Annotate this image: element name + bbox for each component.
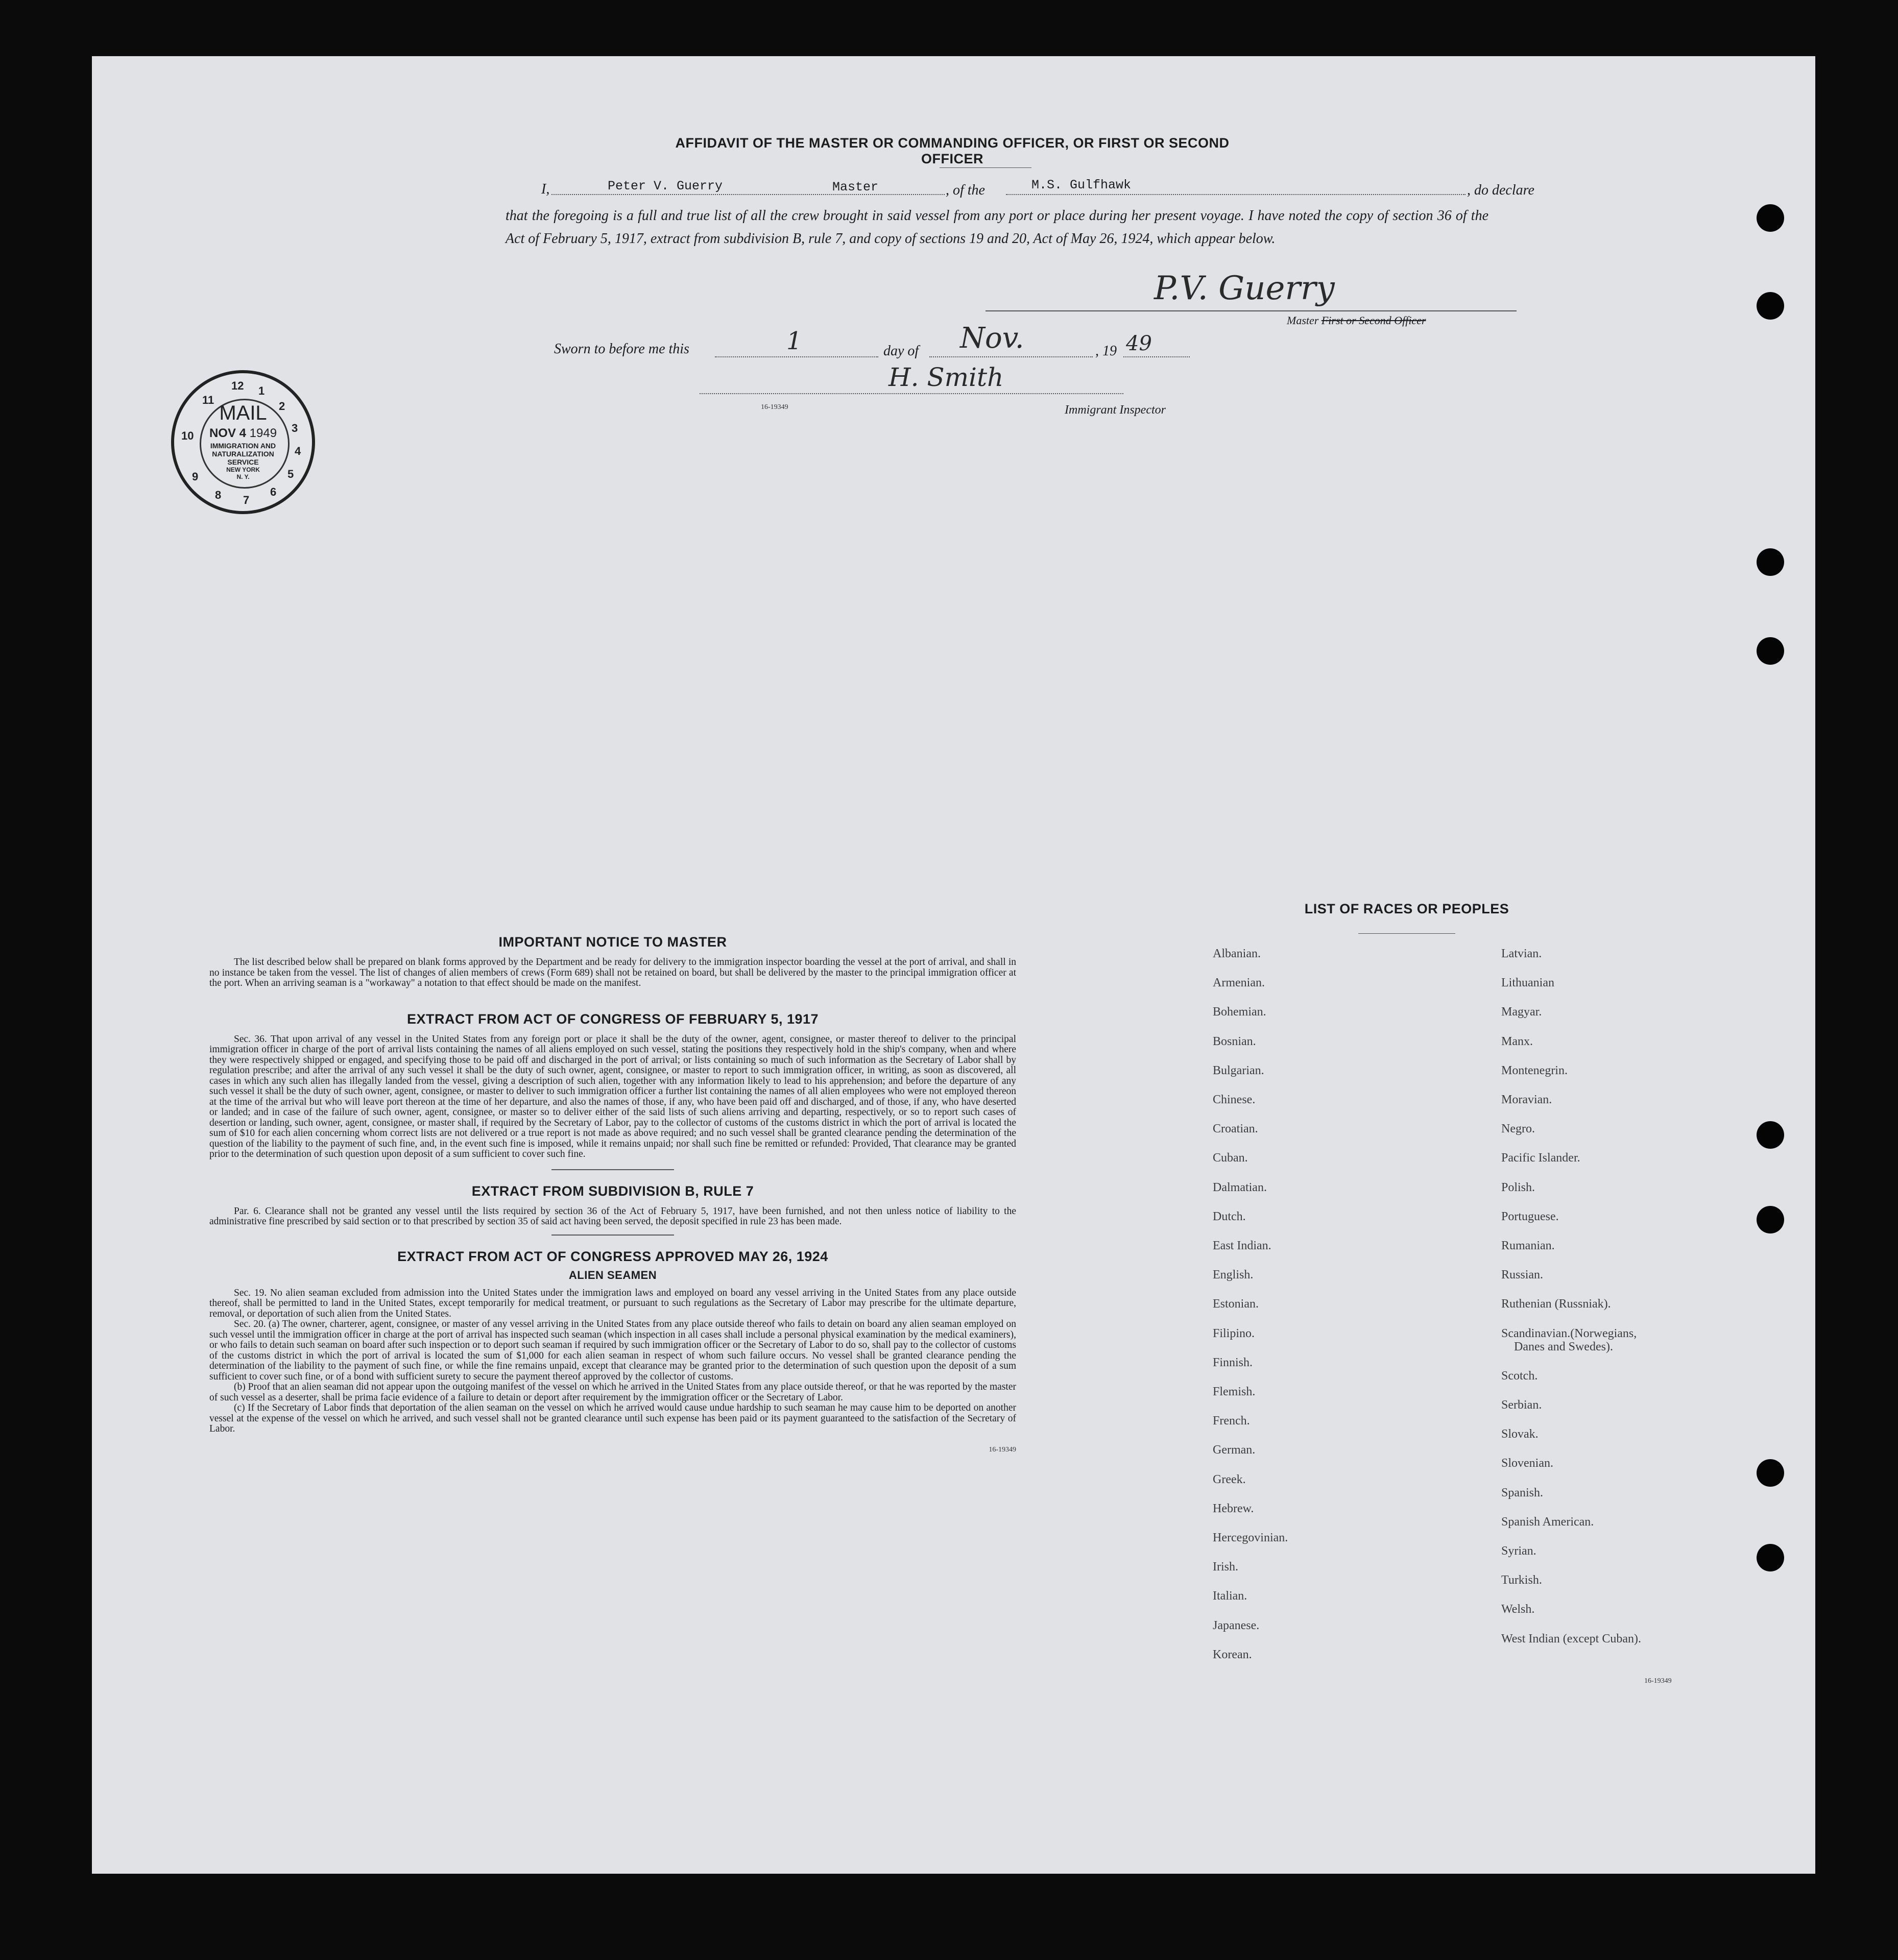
- race-item: Dalmatian.: [1213, 1180, 1267, 1194]
- race-item: Spanish.: [1501, 1486, 1544, 1499]
- race-item: Moravian.: [1501, 1093, 1552, 1106]
- inspector-line: [700, 393, 1123, 394]
- race-item: English.: [1213, 1268, 1254, 1282]
- race-item: Bohemian.: [1213, 1005, 1266, 1019]
- binder-hole: [1757, 1121, 1784, 1149]
- stamp-num-12: 12: [231, 379, 244, 392]
- race-item: Dutch.: [1213, 1209, 1246, 1223]
- affidavit-title: AFFIDAVIT OF THE MASTER OR COMMANDING OFFICER, OR FIRST OR SECOND OFFICER: [675, 135, 1230, 166]
- race-item: West Indian (except Cuban).: [1501, 1632, 1641, 1646]
- sworn-day: 1: [786, 327, 802, 355]
- stamp-date: [174, 426, 312, 441]
- extract1917-text: Sec. 36. That upon arrival of any vessel in the United States from any foreign port or place it shall be the duty of the owner, agent, consignee, or master thereof to deliver to the principal immigration officer in charge of the port of arrival lists containing the names of all aliens employed on such vessel, stating the positions they respectively hold in the ship's company, when and where they were respectively shipped or engaged, and specifying those to be paid off and discharged in the port of arrival; or lists containing so much of such information as the Secretary of Labor shall by regulation prescribe; and after the arrival of any such vessel it shall be the duty of such owner, agent, consignee, or master to report to such immigration officer, in writing, as soon as discovered, all cases in which any such alien has illegally landed from the vessel, giving a description of such alien, together with any information likely to lead to his apprehension; and before the departure of any such vessel it shall be the duty of such owner, agent, consignee, or master to deliver to such immigration officer a further list containing the names of all alien employees who were not employed thereon at the time of the arrival but who will leave port thereon at the time of her departure, and also the names of those, if any, who have been paid off and discharged, and of those, if any, who have deserted or landed; and in case of the failure of such owner, agent, consignee, or master so to deliver either of the said lists of such aliens arriving and departing, respectively, or so to report such cases of desertion or landing, such owner, agent, consignee, or master shall, if required by the Secretary of Labor, pay to the collector of customs of the customs district in which the port of arrival is located the sum of $10 for each alien concerning whom correct lists are not delivered or a true report is not made as above required; and no such vessel shall be granted clearance pending the determination of the question of the liability to the payment of such fine, and, in the event such fine is imposed, while it remains unpaid; nor shall such fine be remitted or refunded: Provided, That clearance may be granted prior to the determination of such question upon deposit of a sum sufficient to cover such fine.: [209, 1033, 1016, 1159]
- race-item: Lithuanian: [1501, 976, 1554, 990]
- affidavit-body: that the foregoing is a full and true list of all the crew brought in said vessel from any port or place during her present voyage. I have noted the copy of section 36 of the Act of February 5, 1917, extract from subdivision B, rule 7, and copy of sections 19 and 20, Act of May 26, 1924, which appear below.: [506, 208, 1488, 247]
- binder-hole: [1757, 548, 1784, 576]
- stamp-num-1: 1: [258, 384, 265, 397]
- stamp-line5: N. Y.: [236, 473, 250, 480]
- stamp-line4: NEW YORK: [226, 466, 260, 473]
- race-item: Chinese.: [1213, 1093, 1256, 1106]
- race-item: Armenian.: [1213, 976, 1265, 990]
- race-item: Polish.: [1501, 1180, 1535, 1194]
- race-item: Manx.: [1501, 1034, 1533, 1048]
- stamp-num-4: 4: [295, 445, 301, 457]
- divider-2: [551, 1235, 674, 1236]
- race-item: East Indian.: [1213, 1239, 1271, 1252]
- binder-hole: [1757, 637, 1784, 665]
- i-label: I,: [541, 181, 550, 197]
- race-item: Magyar.: [1501, 1005, 1542, 1019]
- stamp-date-day: 4: [239, 426, 246, 440]
- race-item: Albanian.: [1213, 947, 1261, 960]
- stamp-line3: SERVICE: [227, 458, 259, 466]
- race-item: Korean.: [1213, 1648, 1252, 1661]
- divider-1: [551, 1169, 674, 1170]
- legal-column: [209, 934, 1016, 1454]
- race-item: French.: [1213, 1414, 1250, 1428]
- signature-caption: [1287, 314, 1426, 327]
- rule7-text: Par. 6. Clearance shall not be granted any vessel until the lists required by section 36 of the Act of February 5, 1917, have been furnished, and not then unless notice of liability to the administrative fine prescribed by said section or to that prescribed by section 35 of said act having been served, the deposit specified in rule 23 has been made.: [209, 1205, 1016, 1227]
- extract1924-title: EXTRACT FROM ACT OF CONGRESS APPROVED MAY 26, 1924: [397, 1248, 828, 1264]
- sec20a-text: Sec. 20. (a) The owner, charterer, agent, consignee, or master of any vessel arriving in the United States from any place outside thereof who fails to detain on board any alien seaman employed on such vessel until the immigration officer in charge at the port of arrival has inspected such seaman (which inspection in all cases shall include a personal physical examination by the medical examiners), or who fails to detain such seaman on board after such inspection or to deport such seaman if required by such immigration officer or the Secretary of Labor to do so, shall pay to the collector of customs of the customs district in which the port of arrival is located the sum of $1,000 for each alien seaman in respect of whom such failure occurs. No vessel shall be granted clearance pending the determination of the liability to the payment of such fine, or while the fine remains unpaid, except that clearance may be granted prior to the determination of such question upon the deposit of a sum sufficient to cover such fine, or of a bond with sufficient surety to secure the payment thereof approved by the collector of customs.: [209, 1319, 1016, 1382]
- race-item: German.: [1213, 1443, 1256, 1457]
- race-item: Japanese.: [1213, 1618, 1260, 1632]
- races-title-rule: [1358, 933, 1455, 934]
- race-item: Bosnian.: [1213, 1034, 1256, 1048]
- race-item: Cuban.: [1213, 1151, 1248, 1165]
- extract1924-subtitle: ALIEN SEAMEN: [568, 1268, 657, 1281]
- stamp-line1: IMMIGRATION AND: [210, 442, 276, 450]
- races-title: LIST OF RACES OR PEOPLES: [1304, 901, 1509, 916]
- race-item: Bulgarian.: [1213, 1063, 1264, 1077]
- stamp-num-7: 7: [243, 494, 250, 506]
- race-item: Negro.: [1501, 1122, 1535, 1136]
- title-rule: [940, 167, 1031, 168]
- binder-hole: [1757, 1206, 1784, 1233]
- race-item: Greek.: [1213, 1472, 1246, 1486]
- race-item: Danes and Swedes).: [1514, 1340, 1613, 1353]
- sworn-label: Sworn to before me this: [554, 341, 689, 357]
- race-item: Scotch.: [1501, 1369, 1538, 1383]
- sworn-month: Nov.: [960, 322, 1024, 355]
- do-declare-label: , do declare: [1467, 182, 1534, 198]
- race-item: Rumanian.: [1501, 1239, 1555, 1252]
- year-line: [1123, 356, 1190, 357]
- race-item: Estonian.: [1213, 1297, 1259, 1311]
- binder-hole: [1757, 292, 1784, 320]
- race-item: Turkish.: [1501, 1574, 1542, 1587]
- year-prefix: , 19: [1095, 343, 1117, 359]
- stamp-num-9: 9: [192, 470, 199, 483]
- extract1917-title: EXTRACT FROM ACT OF CONGRESS OF FEBRUARY 5, 1917: [406, 1011, 819, 1027]
- inspector-label: Immigrant Inspector: [1065, 403, 1166, 417]
- inspector-signature: H. Smith: [888, 362, 1004, 392]
- master-name: Peter V. Guerry: [608, 179, 723, 193]
- race-item: Russian.: [1501, 1268, 1544, 1282]
- master-signature: P.V. Guerry: [1154, 270, 1335, 307]
- stamp-date-year: 1949: [249, 426, 277, 440]
- race-item: Serbian.: [1501, 1398, 1542, 1412]
- race-item: Montenegrin.: [1501, 1063, 1568, 1077]
- race-item: Italian.: [1213, 1589, 1247, 1603]
- affidavit-form-number: 16-19349: [761, 403, 788, 411]
- stamp-num-6: 6: [270, 486, 277, 498]
- race-item: Portuguese.: [1501, 1209, 1559, 1223]
- race-item: Spanish American.: [1501, 1515, 1594, 1529]
- of-the-label: , of the: [946, 182, 985, 198]
- binder-hole: [1757, 204, 1784, 232]
- name-field-line: [551, 194, 945, 195]
- sec19-text: Sec. 19. No alien seaman excluded from admission into the United States under the immigration laws and employed on board any vessel arriving in the United States from any place outside thereof, shall be permitted to land in the United States, except temporarily for medical treatment, or pursuant to such regulations as the Secretary of Labor may prescribe for the ultimate departure, removal, or deportation of such alien from the United States.: [209, 1287, 1016, 1319]
- stamp-word: MAIL: [219, 402, 267, 424]
- race-item: Filipino.: [1213, 1326, 1255, 1340]
- year-suffix: 49: [1126, 332, 1152, 355]
- caption-master: Master: [1287, 314, 1319, 327]
- extract-form-number: 16-19349: [989, 1445, 1016, 1454]
- stamp-num-11: 11: [202, 394, 214, 406]
- sec20b-text: (b) Proof that an alien seaman did not appear upon the outgoing manifest of the vessel on which he arrived in the United States from any place outside thereof, or that he was reported by the master of such vessel as a deserter, shall be prima facie evidence of a failure to detain or deport after requirement by the immigration officer or the Secretary of Labor.: [209, 1382, 1016, 1403]
- race-item: Slovenian.: [1501, 1457, 1553, 1470]
- stamp-num-5: 5: [287, 468, 294, 480]
- race-item: Syrian.: [1501, 1544, 1536, 1558]
- rule7-title: EXTRACT FROM SUBDIVISION B, RULE 7: [471, 1183, 754, 1199]
- stamp-date-month: NOV: [209, 426, 236, 440]
- race-item: Finnish.: [1213, 1356, 1253, 1369]
- caption-struck: First or Second Officer: [1321, 314, 1426, 327]
- mail-stamp: [171, 370, 315, 514]
- signature-line: [986, 310, 1517, 311]
- vessel-name: M.S. Gulfhawk: [1031, 178, 1132, 192]
- notice-title: IMPORTANT NOTICE TO MASTER: [498, 934, 727, 950]
- stamp-line2: NATURALIZATION: [212, 450, 274, 458]
- sworn-month-line: [929, 356, 1093, 357]
- sworn-day-line: [715, 356, 878, 357]
- race-item: Latvian.: [1501, 947, 1542, 960]
- binder-hole: [1757, 1544, 1784, 1571]
- stamp-num-10: 10: [181, 429, 194, 442]
- notice-text: The list described below shall be prepared on blank forms approved by the Department and be ready for delivery to the immigration inspector boarding the vessel at the port of arrival, and shall in no instance be taken from the vessel. The list of changes of alien members of crews (Form 689) shall not be retained on board, but shall be delivered by the master to the principal immigration officer at the port. When an arriving seaman is a "workaway" a notation to that effect should be made on the manifest.: [209, 957, 1016, 988]
- race-item: Hebrew.: [1213, 1502, 1254, 1515]
- master-rank: Master: [832, 180, 879, 195]
- race-item: Hercegovinian.: [1213, 1531, 1288, 1544]
- race-item: Croatian.: [1213, 1122, 1258, 1136]
- race-item: Scandinavian.(Norwegians,: [1501, 1326, 1637, 1340]
- race-item: Irish.: [1213, 1560, 1238, 1574]
- sec20c-text: (c) If the Secretary of Labor finds that deportation of the alien seaman on the vessel on which he arrived would cause undue hardship to such seaman he may cause him to be deported on another vessel at the expense of the vessel on which he arrived, and such vessel shall not be granted clearance until such expense has been paid or its payment guaranteed to the satisfaction of the Secretary of Labor.: [209, 1402, 1016, 1434]
- stamp-num-3: 3: [292, 422, 298, 434]
- vessel-field-line: [1006, 194, 1465, 195]
- stamp-num-8: 8: [215, 489, 222, 501]
- race-item: Slovak.: [1501, 1427, 1539, 1441]
- race-item: Pacific Islander.: [1501, 1151, 1580, 1165]
- document-page: [92, 56, 1815, 1874]
- race-item: Welsh.: [1501, 1603, 1535, 1616]
- race-item: Flemish.: [1213, 1385, 1256, 1398]
- binder-hole: [1757, 1459, 1784, 1487]
- stamp-num-2: 2: [279, 400, 285, 413]
- day-of-label: day of: [883, 343, 919, 359]
- races-form-number: 16-19349: [1644, 1677, 1672, 1685]
- race-item: Ruthenian (Russniak).: [1501, 1297, 1611, 1311]
